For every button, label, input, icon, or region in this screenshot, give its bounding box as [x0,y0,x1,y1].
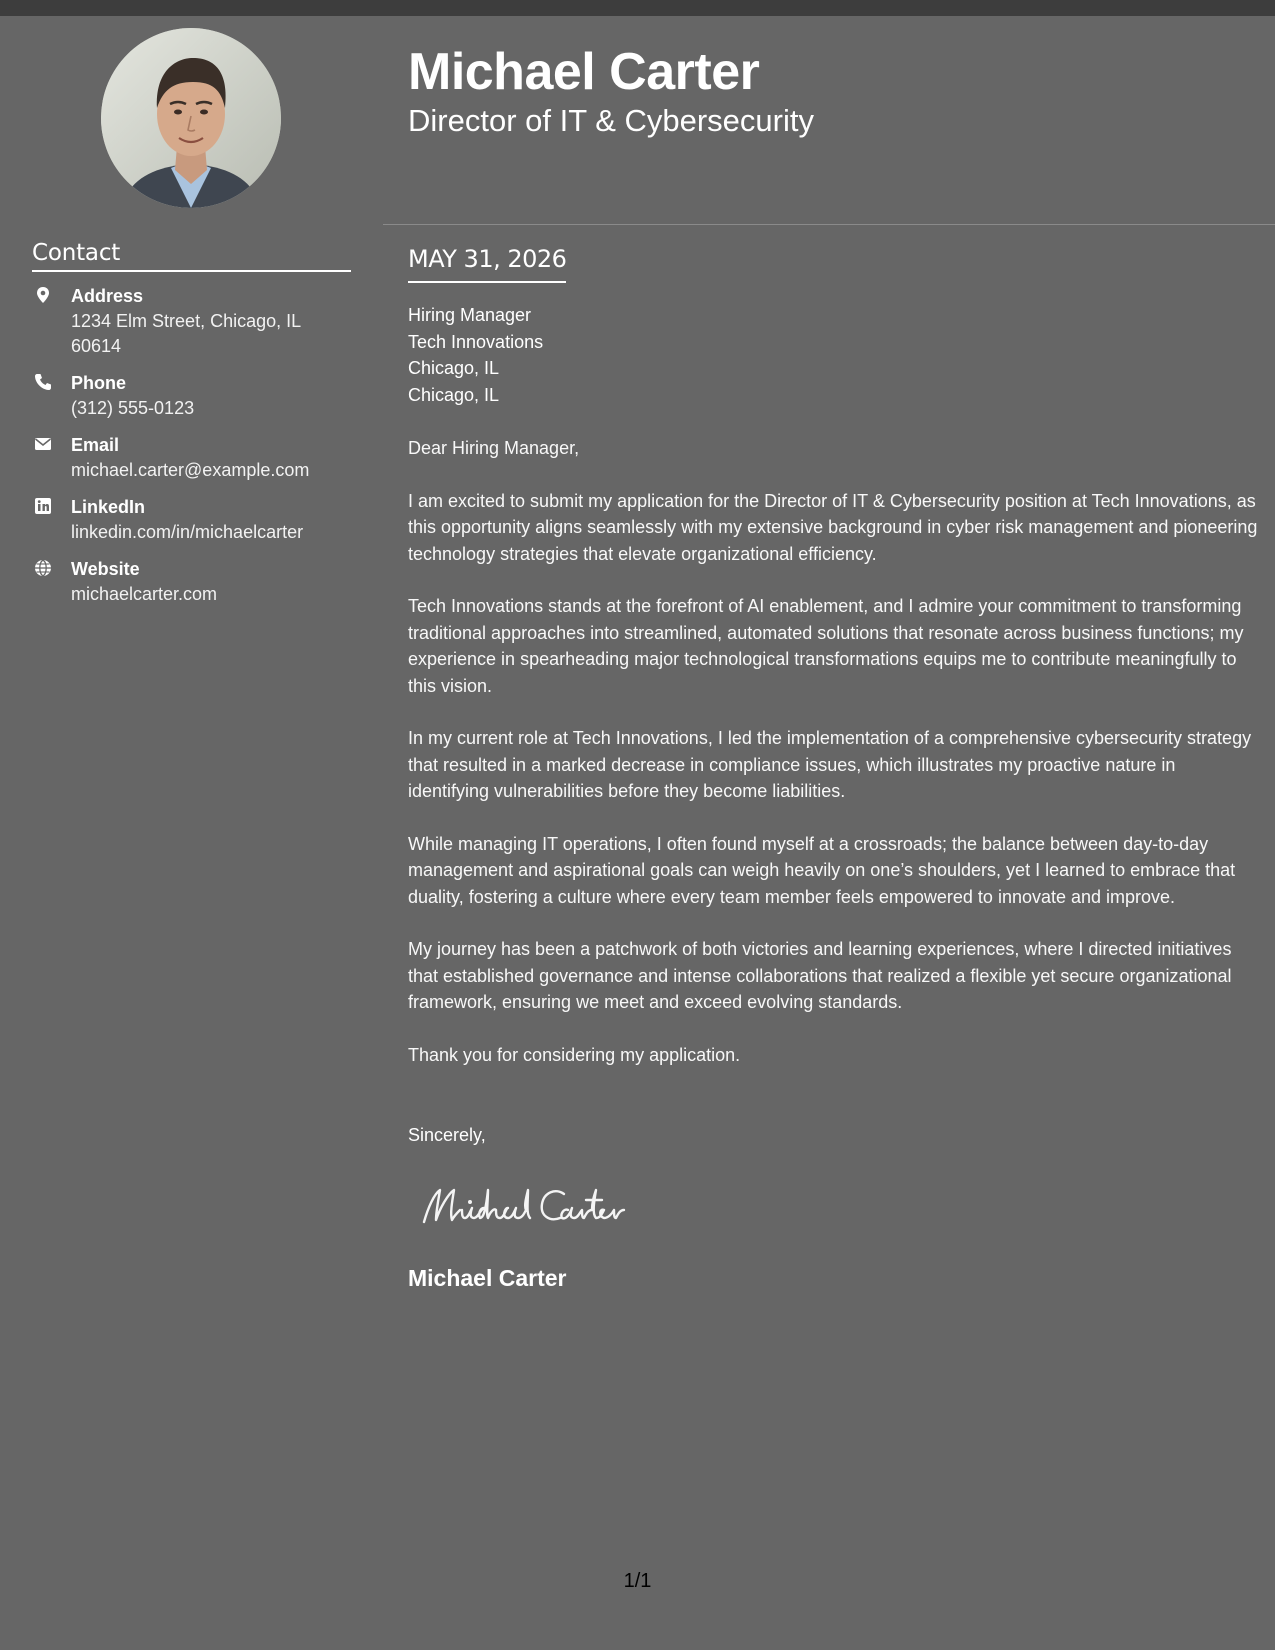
contact-website [32,557,362,607]
recipient-line: Chicago, IL [408,384,500,405]
recipient-block [408,302,543,408]
letter-paragraph: My journey has been a patchwork of both victories and learning experiences, where I directed initiatives that established governance and intense collaborations that realized a flexible yet secure organizational framework, ensuring we meet and exceed evolving standards. [408,939,1232,1012]
contact-label: Address [71,286,144,306]
letter-paragraph: Tech Innovations stands at the forefront of AI enablement, and I admire your commitment to transforming traditional approaches into streamlined, automated solutions that resonate across business functions; my experience in spearheading major technological transformations equips me to contribute meaningfully to this vision. [408,596,1244,696]
recipient-line: Hiring Manager [408,305,532,325]
recipient-line: Tech Innovations [408,331,544,352]
top-bar [0,0,1275,16]
letter-date: MAY 31, 2026 [408,243,566,283]
letter-body [408,435,1258,1094]
header-divider [383,224,1275,225]
phone-icon [34,373,52,391]
contact-label: Website [71,559,140,579]
letter-paragraph: While managing IT operations, I often found myself at a crossroads; the balance between day-to-day management and aspirational goals can weigh heavily on one’s shoulders, yet I learned to embrace that duality, fostering a culture where every team member feels empowered to innovate and improve. [408,833,1236,907]
contact-phone [32,371,362,421]
salutation: Dear Hiring Manager, [408,438,580,458]
globe-icon [34,559,52,577]
linkedin-link[interactable]: linkedin.com/in/michaelcarter [71,522,304,542]
email-link[interactable]: michael.carter@example.com [71,460,310,480]
applicant-name: Michael Carter [408,43,760,101]
contact-value: 1234 Elm Street, Chicago, IL 60614 [71,311,301,356]
letter-paragraph: In my current role at Tech Innovations, I led the implementation of a comprehensive cybersecurity strategy that resulted in a marked decrease in compliance issues, which illustrates my proactive nature in identifying vulnerabilities before they become liabilities. [408,728,1252,801]
closing: Sincerely, [408,1125,486,1145]
contact-address [32,284,362,359]
contact-linkedin [32,495,362,545]
envelope-icon [34,435,52,453]
job-title: Director of IT & Cybersecurity [408,103,814,138]
map-pin-icon [34,286,52,304]
signer-name: Michael Carter [408,1265,567,1291]
linkedin-icon [34,497,52,515]
contact-label: Phone [71,373,127,393]
contact-label: Email [71,435,120,455]
contact-email [32,433,362,483]
letter-paragraph: I am excited to submit my application for the Director of IT & Cybersecurity position at Tech Innovations, as this opportunity aligns seamlessly with my extensive background in cyber risk management and pioneering technology strategies that elevate organizational efficiency. [408,490,1258,564]
letter-paragraph: Thank you for considering my application. [408,1044,741,1065]
recipient-line: Chicago, IL [408,358,500,378]
page-number: 1/1 [623,1570,652,1592]
website-link[interactable]: michaelcarter.com [71,584,218,604]
contact-list [32,284,362,619]
profile-photo [101,28,281,208]
signature-image [418,1178,658,1238]
contact-value: (312) 555-0123 [71,398,195,418]
contact-label: LinkedIn [71,497,146,517]
contact-heading: Contact [32,240,351,272]
